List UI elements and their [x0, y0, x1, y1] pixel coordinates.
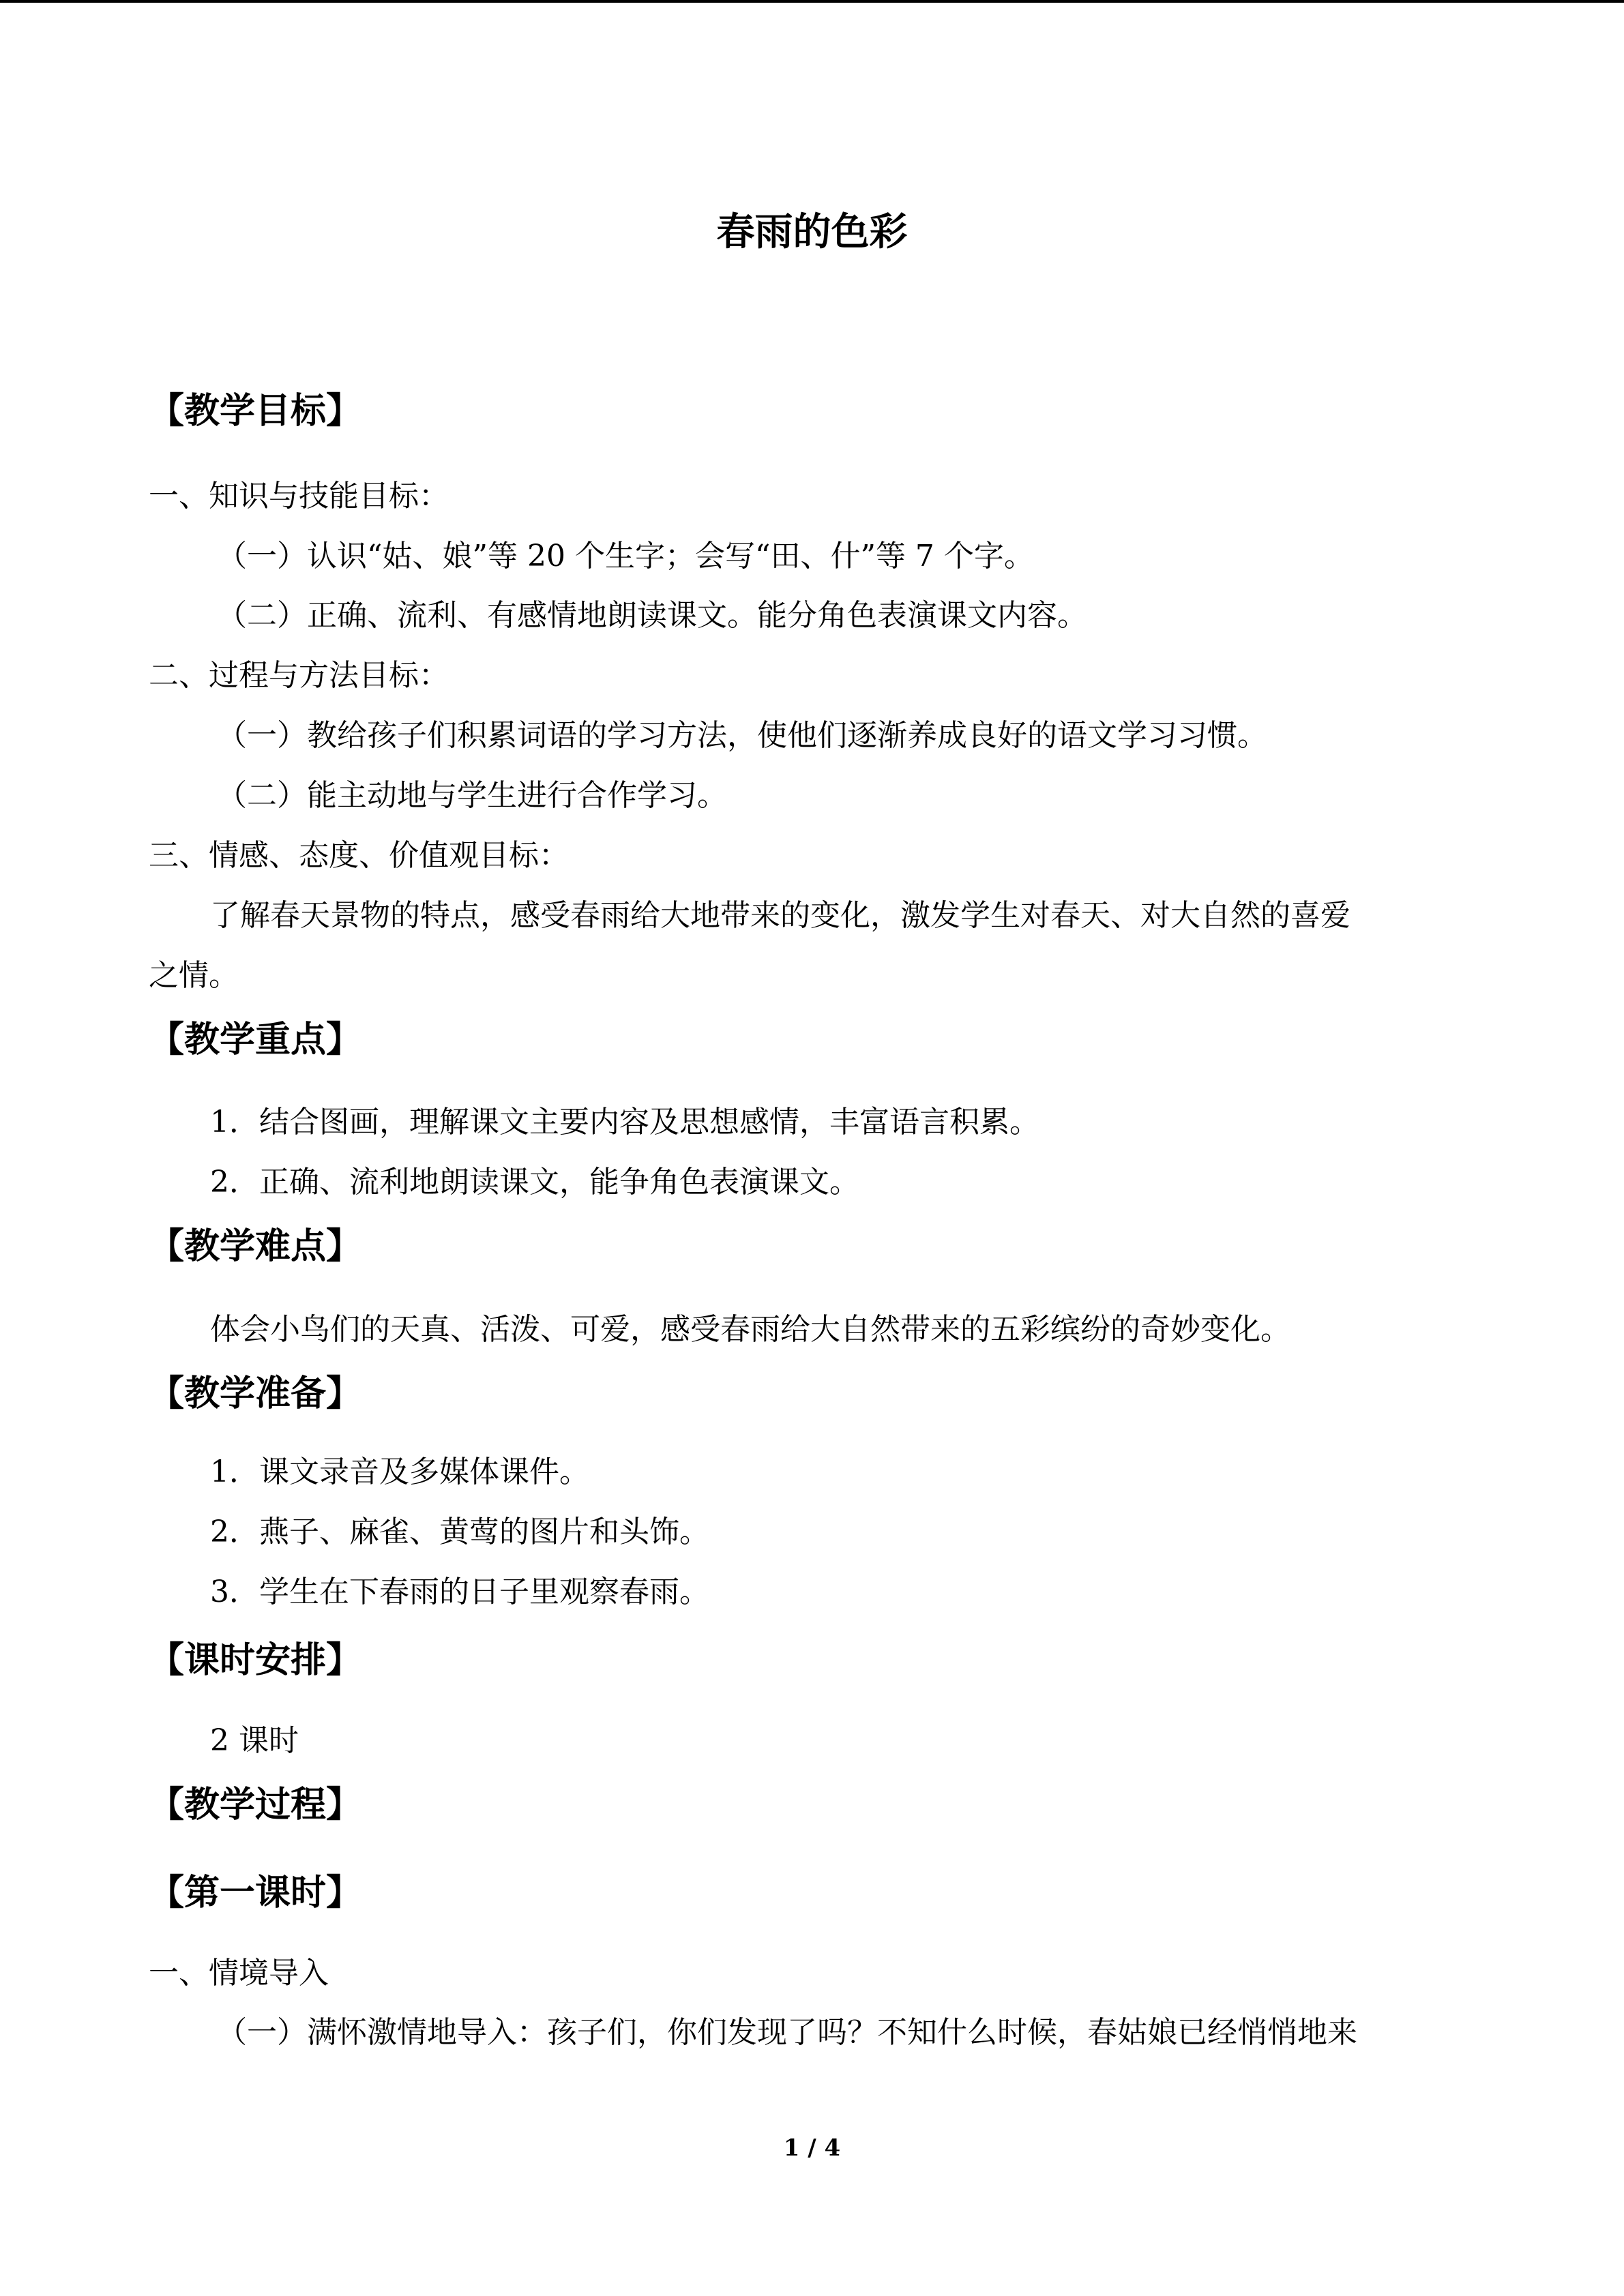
objectives-line: （二）正确、流利、有感情地朗读课文。能分角色表演课文内容。: [217, 598, 1087, 633]
section-heading-objectives: 【教学目标】: [149, 390, 362, 432]
section-heading-schedule: 【课时安排】: [149, 1639, 362, 1681]
schedule-line: 2 课时: [210, 1723, 299, 1758]
top-border-line: [0, 0, 1624, 3]
objectives-line: （二）能主动地与学生进行合作学习。: [217, 778, 727, 813]
objectives-line: 之情。: [149, 958, 239, 993]
objectives-line: （一）认识“姑、娘”等 20 个生字；会写“田、什”等 7 个字。: [217, 539, 1034, 573]
objectives-line: 了解春天景物的特点，感受春雨给大地带来的变化，激发学生对春天、对大自然的喜爱: [210, 898, 1350, 933]
preparation-line: 2．燕子、麻雀、黄莺的图片和头饰。: [210, 1515, 709, 1549]
section-heading-lesson-one: 【第一课时】: [149, 1872, 362, 1913]
lesson-one-line: 一、情境导入: [149, 1956, 329, 1991]
section-heading-preparation: 【教学准备】: [149, 1373, 362, 1414]
preparation-line: 1．课文录音及多媒体课件。: [210, 1455, 589, 1489]
objectives-line: （一）教给孩子们积累词语的学习方法，使他们逐渐养成良好的语文学习习惯。: [217, 718, 1267, 753]
document-title: 春雨的色彩: [716, 209, 908, 254]
key-points-line: 1．结合图画，理解课文主要内容及思想感情，丰富语言积累。: [210, 1105, 1039, 1139]
page-number: 1 / 4: [783, 2134, 841, 2162]
section-heading-key-points: 【教学重点】: [149, 1019, 362, 1060]
difficulties-line: 体会小鸟们的天真、活泼、可爱，感受春雨给大自然带来的五彩缤纷的奇妙变化。: [210, 1312, 1290, 1347]
objectives-line: 三、情感、态度、价值观目标：: [149, 838, 569, 873]
preparation-line: 3．学生在下春雨的日子里观察春雨。: [210, 1575, 709, 1609]
section-heading-difficulties: 【教学难点】: [149, 1225, 362, 1267]
lesson-one-line: （一）满怀激情地导入：孩子们，你们发现了吗？不知什么时候，春姑娘已经悄悄地来: [217, 2015, 1357, 2050]
section-heading-process: 【教学过程】: [149, 1784, 362, 1825]
objectives-line: 二、过程与方法目标：: [149, 658, 449, 693]
key-points-line: 2．正确、流利地朗读课文，能争角色表演课文。: [210, 1165, 859, 1199]
objectives-line: 一、知识与技能目标：: [149, 479, 449, 513]
